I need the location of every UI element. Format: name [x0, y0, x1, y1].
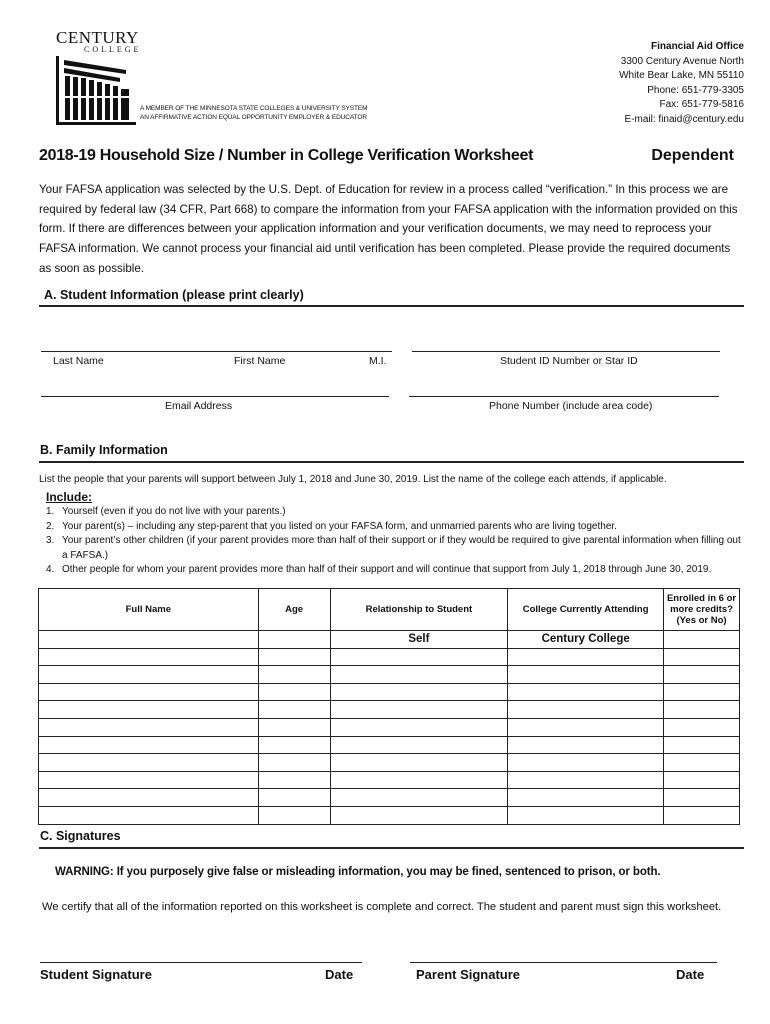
cell-full-name[interactable]	[39, 736, 259, 754]
cell-college[interactable]	[508, 648, 664, 666]
cell-enrolled[interactable]	[664, 806, 740, 824]
cell-relationship[interactable]	[330, 666, 508, 684]
cell-relationship[interactable]	[330, 718, 508, 736]
family-list-instructions: List the people that your parents will support between July 1, 2018 and June 30, 2019. List the name of the college each attends, if applicable.	[39, 474, 667, 485]
cell-enrolled[interactable]	[664, 718, 740, 736]
cell-relationship[interactable]	[330, 754, 508, 772]
column-college: College Currently Attending	[508, 589, 664, 631]
column-age: Age	[258, 589, 330, 631]
table-row	[39, 736, 740, 754]
cell-college[interactable]	[508, 754, 664, 772]
cell-age[interactable]	[258, 648, 330, 666]
student-signature-label: Student Signature	[40, 967, 152, 982]
column-relationship: Relationship to Student	[330, 589, 508, 631]
cell-relationship: Self	[330, 631, 508, 649]
section-a-heading: A. Student Information (please print clearly)	[44, 288, 304, 302]
table-row	[39, 701, 740, 719]
office-title: Financial Aid Office	[651, 41, 744, 52]
table-row	[39, 718, 740, 736]
cell-college: Century College	[508, 631, 664, 649]
cell-relationship[interactable]	[330, 701, 508, 719]
cell-full-name[interactable]	[39, 666, 259, 684]
office-phone: Phone: 651-779-3305	[647, 84, 744, 96]
member-line-1: A MEMBER OF THE MINNESOTA STATE COLLEGES & UNIVERSITY SYSTEM	[140, 105, 368, 112]
cell-enrolled[interactable]	[664, 648, 740, 666]
cell-enrolled[interactable]	[664, 701, 740, 719]
parent-signature-line[interactable]	[410, 962, 717, 963]
cell-college[interactable]	[508, 736, 664, 754]
cell-enrolled[interactable]	[664, 754, 740, 772]
section-c-rule	[39, 847, 744, 849]
cell-age[interactable]	[258, 631, 330, 649]
student-date-label: Date	[325, 967, 354, 982]
cell-college[interactable]	[508, 771, 664, 789]
cell-age[interactable]	[258, 736, 330, 754]
list-item: 3. Your parent’s other children (if your parent provides more than half of their support or if they would be required to give parental information when filling out a FAFSA.)	[46, 535, 741, 561]
cell-college[interactable]	[508, 789, 664, 807]
cell-relationship[interactable]	[330, 736, 508, 754]
table-row	[39, 683, 740, 701]
false-information-warning: WARNING: If you purposely give false or misleading information, you may be fined, sentenced to prison, or both.	[55, 866, 661, 878]
cell-college[interactable]	[508, 666, 664, 684]
cell-enrolled[interactable]	[664, 771, 740, 789]
office-address-line-2: White Bear Lake, MN 55110	[619, 70, 744, 81]
cell-enrolled[interactable]	[664, 666, 740, 684]
college-logo-wordmark: CENTURY	[56, 28, 139, 47]
cell-age[interactable]	[258, 718, 330, 736]
column-enrolled: Enrolled in 6 or more credits? (Yes or No)	[664, 589, 740, 631]
parent-date-label: Date	[676, 967, 705, 982]
family-members-table	[38, 588, 740, 825]
cell-college[interactable]	[508, 683, 664, 701]
document-title: 2018-19 Household Size / Number in College Verification Worksheet	[39, 147, 534, 164]
cell-age[interactable]	[258, 771, 330, 789]
cell-relationship[interactable]	[330, 771, 508, 789]
column-full-name: Full Name	[39, 589, 259, 631]
list-item: 4. Other people for whom your parent provides more than half of their support and will continue that support from July 1, 2018 through June 30, 2019.	[46, 564, 712, 575]
cell-full-name[interactable]	[39, 754, 259, 772]
section-a-rule	[39, 305, 744, 307]
cell-college[interactable]	[508, 701, 664, 719]
cell-full-name[interactable]	[39, 631, 259, 649]
student-id-label: Student ID Number or Star ID	[500, 355, 638, 367]
cell-age[interactable]	[258, 789, 330, 807]
college-building-logo-icon	[56, 56, 136, 126]
middle-initial-label: M.I.	[369, 355, 387, 367]
table-header-row	[39, 589, 740, 631]
cell-full-name[interactable]	[39, 648, 259, 666]
table-row	[39, 754, 740, 772]
office-address-line-1: 3300 Century Avenue North	[620, 55, 744, 67]
cell-enrolled[interactable]	[664, 631, 740, 649]
student-signature-line[interactable]	[40, 962, 362, 963]
table-row	[39, 666, 740, 684]
cell-age[interactable]	[258, 806, 330, 824]
cell-full-name[interactable]	[39, 789, 259, 807]
cell-college[interactable]	[508, 718, 664, 736]
phone-label: Phone Number (include area code)	[489, 400, 653, 412]
member-statement	[140, 104, 367, 122]
cell-full-name[interactable]	[39, 771, 259, 789]
office-email: E-mail: finaid@century.edu	[624, 113, 744, 125]
certification-statement: We certify that all of the information reported on this worksheet is complete and correct. The student and parent must sign this worksheet.	[42, 901, 722, 913]
section-b-heading: B. Family Information	[40, 443, 168, 457]
office-fax: Fax: 651-779-5816	[659, 99, 744, 110]
cell-full-name[interactable]	[39, 718, 259, 736]
table-row	[39, 631, 740, 649]
dependency-status: Dependent	[651, 147, 734, 164]
cell-age[interactable]	[258, 754, 330, 772]
section-b-rule	[39, 461, 744, 463]
cell-relationship[interactable]	[330, 806, 508, 824]
cell-relationship[interactable]	[330, 648, 508, 666]
cell-age[interactable]	[258, 701, 330, 719]
financial-aid-office-contact	[619, 40, 744, 127]
cell-full-name[interactable]	[39, 701, 259, 719]
cell-enrolled[interactable]	[664, 736, 740, 754]
cell-relationship[interactable]	[330, 789, 508, 807]
list-item: 2. Your parent(s) – including any step-parent that you listed on your FAFSA form, and unmarried parents who are living together.	[46, 520, 617, 532]
cell-age[interactable]	[258, 666, 330, 684]
last-name-label: Last Name	[53, 355, 104, 367]
cell-relationship[interactable]	[330, 683, 508, 701]
table-row	[39, 806, 740, 824]
member-line-2: AN AFFIRMATIVE ACTION EQUAL OPPORTUNITY EMPLOYER & EDUCATOR	[140, 114, 367, 121]
table-row	[39, 771, 740, 789]
table-row	[39, 789, 740, 807]
parent-signature-label: Parent Signature	[416, 967, 521, 982]
include-list	[46, 505, 746, 578]
student-name-field[interactable]	[41, 351, 392, 352]
college-logo-subtitle: COLLEGE	[84, 45, 142, 54]
email-field[interactable]	[41, 396, 389, 397]
student-id-field[interactable]	[412, 351, 720, 352]
cell-enrolled[interactable]	[664, 683, 740, 701]
cell-age[interactable]	[258, 683, 330, 701]
list-item: 1. Yourself (even if you do not live with your parents.)	[46, 506, 286, 517]
cell-full-name[interactable]	[39, 806, 259, 824]
first-name-label: First Name	[234, 355, 286, 367]
include-heading: Include:	[46, 490, 93, 504]
cell-full-name[interactable]	[39, 683, 259, 701]
email-label: Email Address	[165, 400, 233, 412]
intro-paragraph: Your FAFSA application was selected by the U.S. Dept. of Education for review in a process called “verification.” In this process we are required by federal law (34 CFR, Part 668) to compare the information from your FAFSA application with the information provided on this form. If there are differences between your application information and your verification documents, we may need to reprocess your FAFSA information. We cannot process your financial aid until verification has been completed. Please provide the required documents as soon as possible.	[39, 183, 738, 275]
cell-college[interactable]	[508, 806, 664, 824]
cell-enrolled[interactable]	[664, 789, 740, 807]
section-c-heading: C. Signatures	[40, 829, 121, 843]
table-row	[39, 648, 740, 666]
phone-field[interactable]	[409, 396, 719, 397]
